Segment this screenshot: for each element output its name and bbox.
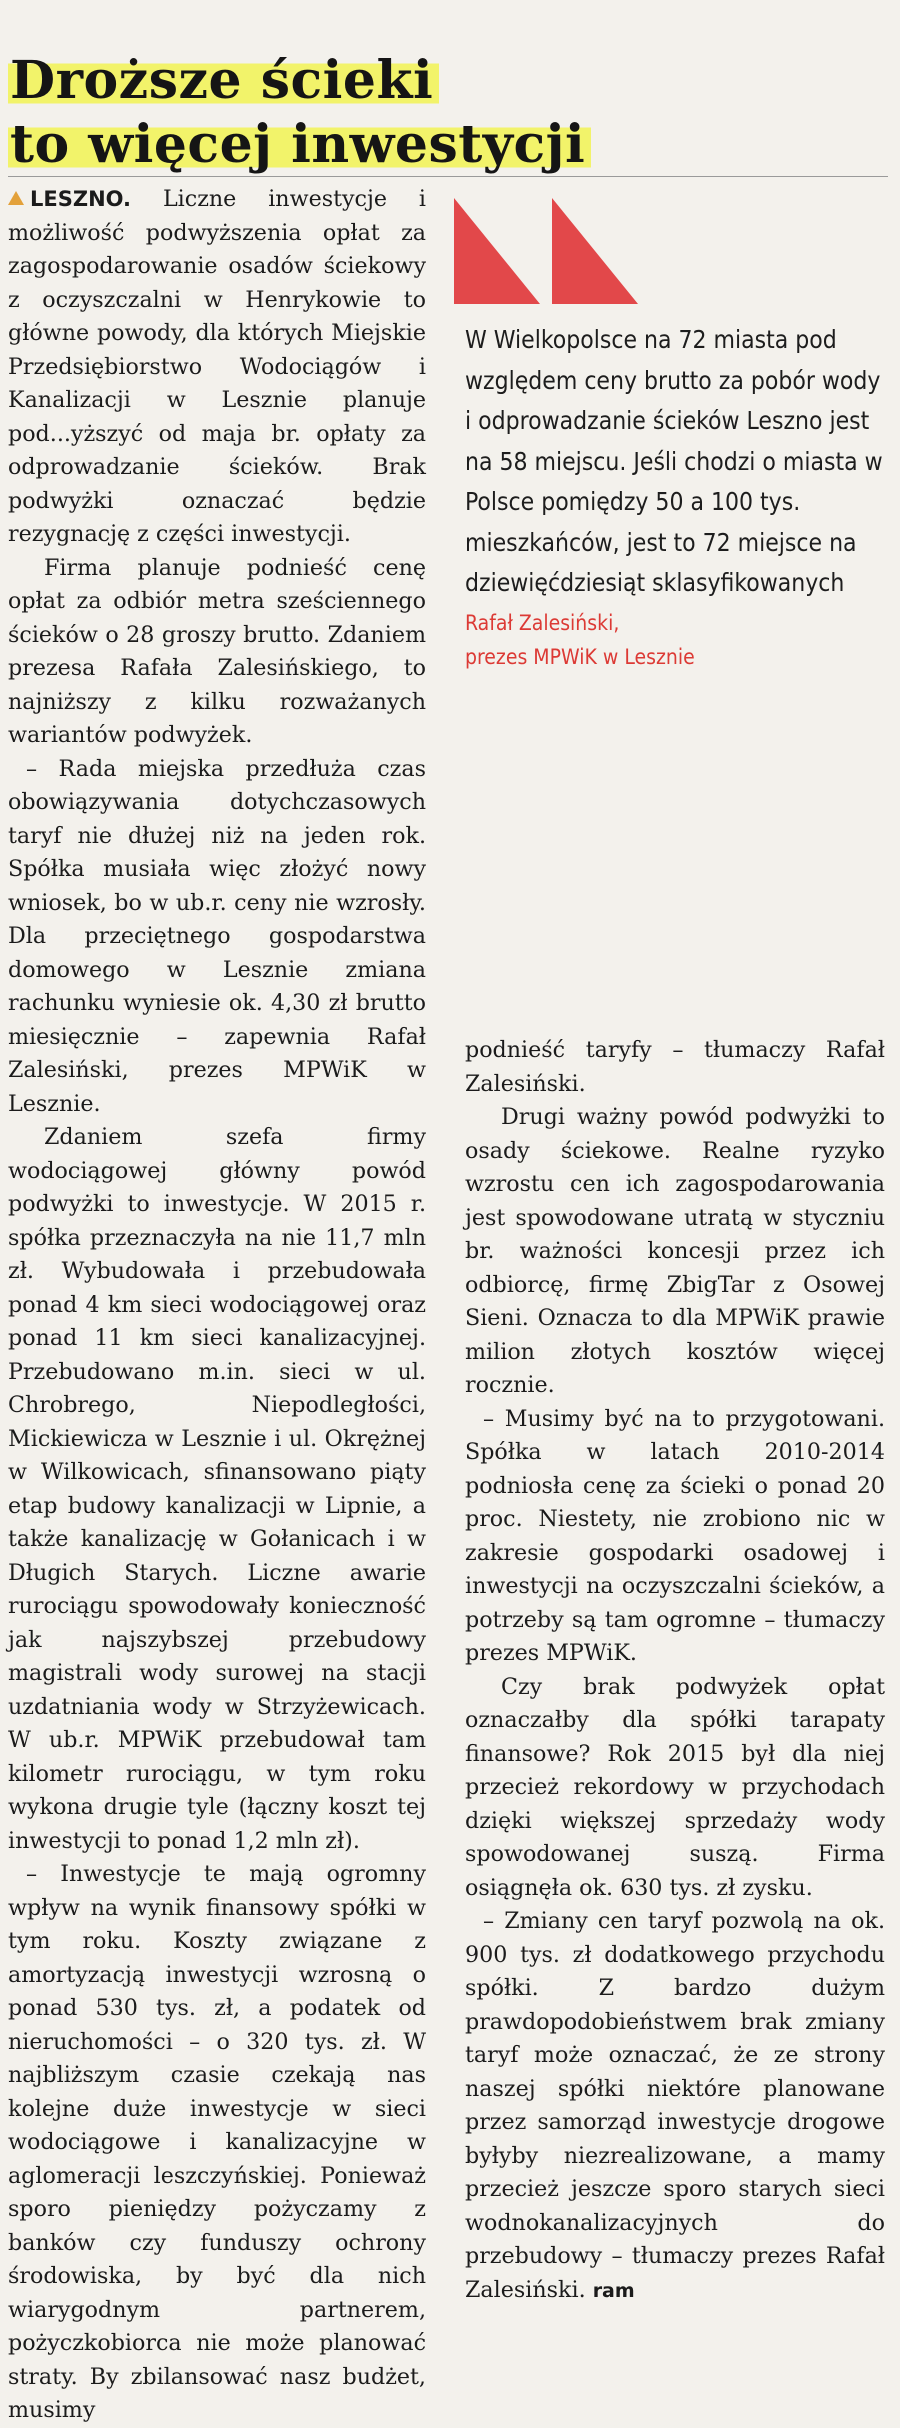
paragraph-5-continued: podnieść taryfy – tłumaczy Rafał Zalesiński. — [465, 1037, 885, 1097]
paragraph-7: – Musimy być na to przygotowani. Spółka w latach 2010-2014 podniosła cenę za ścieki o ponad 20 proc. Niestety, nie zrobiono nic w zakresie gospodarki osadowej i inwestycji na oczyszczalni ścieków, a potrzeby są tam ogromne – tłumaczy prezes MPWiK. — [465, 1405, 885, 1666]
headline-rule — [8, 176, 888, 177]
pull-quote-author-name: Rafał Zalesiński, — [465, 610, 620, 635]
dateline-triangle-icon — [8, 191, 24, 205]
article-column-left — [8, 183, 426, 2428]
paragraph-8: Czy brak podwyżek opłat oznaczałby dla spółki tarapaty finansowe? Rok 2015 był dla niej przecież rekordowy w przychodach dzięki większej sprzedaży wody spowodowanej suszą. Firma osiągnęła ok. 630 tys. zł zysku. — [465, 1673, 885, 1901]
paragraph-3: – Rada miejska przedłuża czas obowiązywania dotychczasowych taryf nie dłużej niż na jeden rok. Spółka musiała więc złożyć nowy wniosek, bo w ub.r. ceny nie wzrosły. Dla przeciętnego gospodarstwa domowego w Lesznie zmiana rachunku wyniesie ok. 4,30 zł brutto miesięcznie – zapewnia Rafał Zalesiński, prezes MPWiK w Lesznie. — [8, 755, 426, 1117]
paragraph-6: Drugi ważny powód podwyżki to osady ściekowe. Realne ryzyko wzrostu cen ich zagospodarowania jest spowodowane utratą w styczniu br. ważności koncesji przez ich odbiorcę, firmę ZbigTar z Osowej Sieni. Oznacza to dla MPWiK prawie milion złotych kosztów więcej rocznie. — [465, 1104, 885, 1398]
author-signature: ram — [592, 2279, 635, 2302]
paragraph-5: – Inwestycje te mają ogromny wpływ na wynik finansowy spółki w tym roku. Koszty związane z amortyzacją inwestycji wzrosną o ponad 530 tys. zł, a podatek od nieruchomości – o 320 tys. zł. W najbliższym czasie czekają nas kolejne duże inwestycje w sieci wodociągowe i kanalizacyjne w aglomeracji leszczyńskiej. Ponieważ sporo pieniędzy pożyczamy z banków czy funduszy ochrony środowiska, by być dla nich wiarygodnym partnerem, pożyczkobiorca nie może planować straty. By zbilansować nasz budżet, musimy — [8, 1861, 426, 2423]
dateline: LESZNO. — [30, 187, 132, 211]
paragraph-9 — [465, 1905, 885, 2308]
lead-paragraph — [8, 183, 426, 552]
paragraph-9-text: – Zmiany cen taryf pozwolą na ok. 900 tys. zł dodatkowego przychodu spółki. Z bardzo dużym prawdopodobieństwem brak zmiany taryf może oznaczać, że ze strony naszej spółki niektóre planowane przez samorząd inwestycje drogowe byłyby niezrealizowane, a mamy przecież jeszcze sporo starych sieci wodnokanalizacyjnych do przebudowy – tłumaczy prezes Rafał Zalesiński. — [465, 1908, 885, 2303]
pull-quote-author — [465, 606, 885, 674]
paragraph-2: Firma planuje podnieść cenę opłat za odbiór metra sześciennego ścieków o 28 groszy brutto. Zdaniem prezesa Rafała Zalesińskiego, to najniższy z kilku rozważanych wariantów podwyżek. — [8, 554, 426, 748]
pull-quote-author-title: prezes MPWiK w Lesznie — [465, 644, 695, 669]
pull-quote — [465, 320, 885, 674]
paragraph-4: Zdaniem szefa firmy wodociągowej główny powód podwyżki to inwestycje. W 2015 r. spółka przeznaczyła na nie 11,7 mln zł. Wybudowała i przebudowała ponad 4 km sieci wodociągowej oraz ponad 11 km sieci kanalizacyjnej. Przebudowano m.in. sieci w ul. Chrobrego, Niepodległości, Mickiewicza w Lesznie i ul. Okrężnej w Wilkowicach, sfinansowano piąty etap budowy kanalizacji w Lipnie, a także kanalizację w Gołanicach i w Długich Starych. Liczne awarie rurociągu spowodowały konieczność jak najszybszej przebudowy magistrali wody surowej na stacji uzdatniania wody w Strzyżewicach. W ub.r. MPWiK przebudował tam kilometr rurociągu, w tym roku wykona drugie tyle (łączny koszt tej inwestycji to ponad 1,2 mln zł). — [8, 1124, 426, 1854]
headline-line-2: to więcej inwestycji — [8, 113, 888, 177]
quote-marks-icon — [452, 196, 652, 306]
headline-line-1: Droższe ścieki — [8, 49, 888, 113]
headline — [8, 49, 888, 177]
lead-text: Liczne inwestycje i możliwość podwyższenia opłat za zagospodarowanie osadów ściekowy z oczyszczalni w Henrykowie to główne powody, dla których Miejskie Przedsiębiorstwo Wodociągów i Kanalizacji w Lesznie planuje pod...yższyć od maja br. opłaty za odprowadzanie ścieków. Brak podwyżki oznaczać będzie rezygnację z części inwestycji. — [8, 186, 426, 547]
article-column-right — [465, 1034, 885, 2308]
pull-quote-text: W Wielkopolsce na 72 miasta pod względem ceny brutto za pobór wody i odprowadzanie ścieków Leszno jest na 58 miejscu. Jeśli chodzi o miasta w Polsce pomiędzy 50 a 100 tys. mieszkańców, jest to 72 miejsce na dziewięćdziesiąt sklasyfikowanych — [465, 325, 883, 597]
